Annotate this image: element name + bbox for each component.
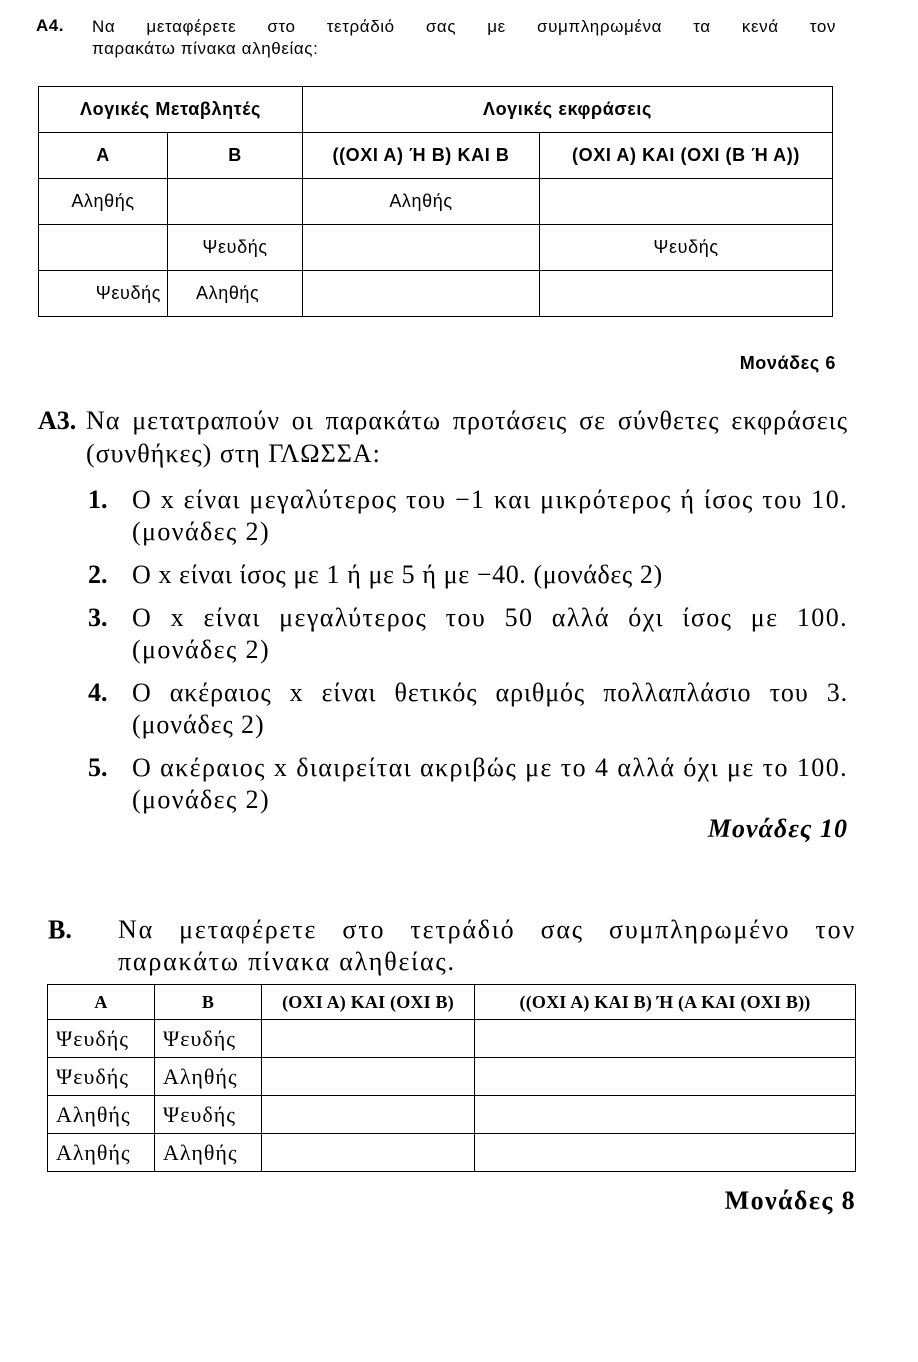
table-cell [540, 179, 833, 225]
question-a3 [38, 404, 848, 827]
item-number: 3. [88, 603, 108, 632]
table-cell: Ψευδής [155, 1020, 262, 1058]
table-cell [475, 1096, 856, 1134]
item-number: 4. [88, 678, 108, 707]
item-text: Ο x είναι ίσος με 1 ή με 5 ή με −40. (μονάδες 2) [132, 560, 663, 589]
header-col-expr2: (ΟΧΙ Α) ΚΑΙ (ΟΧΙ (Β Ή Α)) [540, 133, 833, 179]
question-text: Να μεταφέρετε στο τετράδιό σας με συμπληρωμένα τα κενά τον [92, 17, 836, 36]
question-number: Α3. [38, 406, 77, 435]
table-cell [39, 225, 168, 271]
table-row [39, 179, 833, 225]
table-cell: Ψευδής [540, 225, 833, 271]
header-col-a: Α [39, 133, 168, 179]
question-text: Να μετατραπούν οι παρακάτω προτάσεις σε σύνθετες εκφράσεις (συνθήκες) στη ΓΛΩΣΣΑ: [86, 406, 848, 468]
table-cell: Αληθής [303, 179, 540, 225]
list-item [88, 484, 848, 548]
table-cell [262, 1020, 475, 1058]
table-row [39, 271, 833, 317]
table-row [48, 1096, 856, 1134]
item-text: Ο ακέραιος x είναι θετικός αριθμός πολλαπλάσιο του 3. (μονάδες 2) [132, 678, 848, 739]
table-header-row [39, 87, 833, 133]
list-item [88, 559, 848, 591]
table-header-row [39, 133, 833, 179]
table-cell: Ψευδής [48, 1058, 155, 1096]
table-cell: Ψευδής [48, 1020, 155, 1058]
table-cell [262, 1134, 475, 1172]
item-number: 5. [88, 753, 108, 782]
question-b-header [48, 914, 856, 946]
item-text: Ο x είναι μεγαλύτερος του −1 και μικρότερος ή ίσος του 10. (μονάδες 2) [132, 485, 848, 546]
table-cell [475, 1020, 856, 1058]
table-cell: Αληθής [39, 179, 168, 225]
marks-a3: Μονάδες 10 [707, 814, 848, 843]
item-number: 2. [88, 560, 108, 589]
header-col-expr2: ((ΟΧΙ Α) ΚΑΙ Β) Ή (Α ΚΑΙ (ΟΧΙ Β)) [475, 985, 856, 1020]
table-header-row [48, 985, 856, 1020]
question-number: Β. [48, 915, 72, 944]
table-cell [262, 1058, 475, 1096]
item-text: Ο x είναι μεγαλύτερος του 50 αλλά όχι ίσος με 100. (μονάδες 2) [132, 603, 848, 664]
table-row [48, 1058, 856, 1096]
header-col-b: Β [168, 133, 303, 179]
marks-b: Μονάδες 8 [724, 1186, 856, 1215]
question-b [48, 914, 856, 978]
item-number: 1. [88, 485, 108, 514]
question-text: Να μεταφέρετε στο τετράδιό σας συμπληρωμένο τον [118, 915, 856, 944]
truth-table-b [47, 984, 856, 1172]
header-logical-variables: Λογικές Μεταβλητές [39, 87, 303, 133]
table-cell: Αληθής [155, 1058, 262, 1096]
table-cell: Αληθής [168, 271, 303, 317]
table-cell: Αληθής [48, 1134, 155, 1172]
question-text-continued: παρακάτω πίνακα αληθείας. [118, 947, 456, 976]
header-col-expr1: (ΟΧΙ Α) ΚΑΙ (ΟΧΙ Β) [262, 985, 475, 1020]
question-number: Α4. [36, 16, 64, 35]
table-cell: Ψευδής [39, 271, 168, 317]
table-cell: Ψευδής [155, 1096, 262, 1134]
table-cell: Αληθής [155, 1134, 262, 1172]
list-item [88, 602, 848, 666]
table-cell: Αληθής [48, 1096, 155, 1134]
question-text-continued: παρακάτω πίνακα αληθείας: [92, 39, 319, 58]
header-col-expr1: ((ΟΧΙ Α) Ή Β) ΚΑΙ Β [303, 133, 540, 179]
table-cell [168, 179, 303, 225]
list-item [88, 677, 848, 741]
question-a3-header [38, 404, 848, 470]
question-a4 [36, 16, 836, 60]
table-cell [540, 271, 833, 317]
item-text: Ο ακέραιος x διαιρείται ακριβώς με το 4 αλλά όχι με το 100. (μονάδες 2) [132, 753, 848, 814]
table-cell: Ψευδής [168, 225, 303, 271]
table-row [48, 1020, 856, 1058]
header-logical-expressions: Λογικές εκφράσεις [303, 87, 833, 133]
truth-table-a4 [38, 86, 833, 317]
table-row [48, 1134, 856, 1172]
marks-a4: Μονάδες 6 [739, 353, 836, 373]
list-item [88, 752, 848, 816]
table-cell [475, 1058, 856, 1096]
table-cell [303, 225, 540, 271]
header-col-b: Β [155, 985, 262, 1020]
question-a4-header [36, 16, 836, 38]
table-cell [303, 271, 540, 317]
question-items [88, 484, 848, 816]
header-col-a: Α [48, 985, 155, 1020]
table-cell [262, 1096, 475, 1134]
table-row [39, 225, 833, 271]
table-cell [475, 1134, 856, 1172]
